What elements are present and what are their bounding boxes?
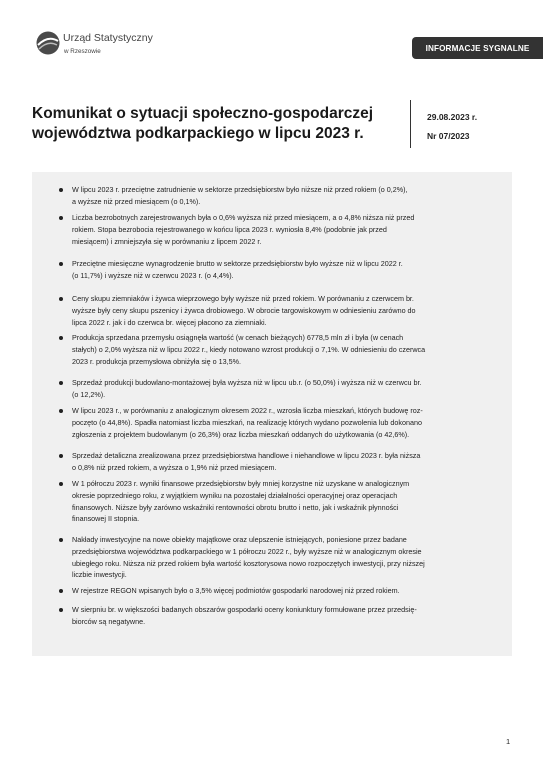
list-item-line: finansowych. Niższe były zarówno wskaźniki rentowności obrotu brutto i netto, jak i wskaźnik płynności [72, 502, 399, 512]
list-item-line: Nakłady inwestycyjne na nowe obiekty majątkowe oraz ulepszenie istniejących, poniesione przez badane [72, 535, 407, 544]
summary-panel [32, 172, 512, 656]
page-title [32, 104, 382, 144]
list-item-text [72, 332, 502, 367]
list-item-line: rokiem. Stopa bezrobocia rejestrowanego w końcu lipca 2023 r. wyniosła 8,4% (podobnie jak przed [72, 224, 387, 234]
list-item-line: przedsiębiorstwa województwa podkarpackiego w 1 półroczu 2022 r., były wyższe niż w analogicznym okresie [72, 546, 422, 556]
list-item-line: W lipcu 2023 r., w porównaniu z analogicznym okresem 2022 r., wzrosła liczba mieszkań, których budowę roz- [72, 406, 423, 415]
bullet-icon [59, 409, 63, 413]
list-item-line: poczęto (o 44,8%). Spadła natomiast liczba mieszkań, na realizację których wydano pozwolenia lub dokonano [72, 417, 422, 427]
title-line: Komunikat o sytuacji społeczno-gospodarczej [32, 105, 374, 122]
list-item-line: biorców są negatywne. [72, 616, 146, 626]
list-item-line: a wyższe niż przed miesiącem (o 0,1%). [72, 196, 201, 206]
list-item-line: Ceny skupu ziemniaków i żywca wieprzowego były wyższe niż przed rokiem. W porównaniu z czerwcem br. [72, 294, 414, 303]
list-item-line: wyższe były ceny skupu pszenicy i żywca drobiowego. W obrocie targowiskowym w odniesieniu zarówno do [72, 305, 416, 315]
bullet-icon [59, 538, 63, 542]
publication-date: 29.08.2023 r. [427, 112, 478, 122]
list-item-line: 2023 r. produkcja przemysłowa obniżyła się o 13,5%. [72, 356, 241, 366]
list-item-line: (o 11,7%) i wyższe niż w czerwcu 2023 r. (o 4,4%). [72, 270, 234, 280]
bullet-icon [59, 454, 63, 458]
logo [36, 31, 196, 63]
bullet-icon [59, 336, 63, 340]
list-item-text [72, 450, 502, 474]
list-item-line: lipca 2022 r. jak i do czerwca br. więcej płacono za ziemniaki. [72, 317, 267, 327]
list-item-text [72, 604, 502, 628]
logo-mark-icon [36, 31, 60, 55]
list-item-line: miesiącem) i zmniejszyła się w porównaniu z lipcem 2022 r. [72, 236, 262, 246]
list-item-line: ubiegłego roku. Niższa niż przed rokiem była wartość kosztorysowa nowo rozpoczętych inwestycji, przy niższej [72, 558, 425, 568]
list-item-text [72, 405, 502, 440]
publication-number: Nr 07/2023 [427, 131, 470, 141]
list-item-line: zgłoszenia z projektem budowlanym (o 26,3%) oraz liczba mieszkań oddanych do użytkowania (o 42,6%). [72, 429, 410, 439]
bullet-icon [59, 381, 63, 385]
list-item-line: W rejestrze REGON wpisanych było o 3,5% więcej podmiotów gospodarki narodowej niż przed rokiem. [72, 586, 400, 595]
list-item-line: W 1 półroczu 2023 r. wyniki finansowe przedsiębiorstw były mniej korzystne niż uzyskane w analogicznym [72, 479, 410, 488]
bullet-icon [59, 482, 63, 486]
list-item-line: liczbie inwestycji. [72, 570, 127, 580]
section-badge: INFORMACJE SYGNALNE [412, 37, 543, 59]
list-item-text [72, 478, 502, 525]
list-item-line: o 0,8% niż przed rokiem, a wyższa o 1,9% niż przed miesiącem. [72, 462, 277, 472]
page-number: 1 [506, 737, 511, 746]
list-item-text [72, 585, 502, 597]
list-item-line: finansowej II stopnia. [72, 514, 140, 524]
bullet-icon [59, 589, 63, 593]
list-item-line: Liczba bezrobotnych zarejestrowanych była o 0,6% wyższa niż przed miesiącem, a o 4,8% niższa niż przed [72, 213, 415, 222]
list-item-line: Produkcja sprzedana przemysłu osiągnęła wartość (w cenach bieżących) 6778,5 mln zł i była (w cenach [72, 333, 404, 342]
bullet-icon [59, 297, 63, 301]
title-line: województwa podkarpackiego w lipcu 2023 r. [32, 125, 364, 142]
list-item-line: Przeciętne miesięczne wynagrodzenie brutto w sektorze przedsiębiorstw było wyższe niż w lipcu 2022 r. [72, 259, 403, 268]
list-item-text [72, 534, 502, 581]
bullet-icon [59, 188, 63, 192]
list-item-text [72, 184, 502, 208]
publication-meta [427, 108, 477, 146]
divider [410, 100, 411, 148]
bullet-icon [59, 216, 63, 220]
list-item-line: (o 12,2%). [72, 389, 106, 399]
list-item-line: okresie poprzedniego roku, z wyjątkiem wyniku na pozostałej działalności operacyjnej oraz operacjach [72, 490, 398, 500]
bullet-icon [59, 608, 63, 612]
list-item-text [72, 293, 502, 328]
list-item-text [72, 212, 502, 247]
list-item-line: W lipcu 2023 r. przeciętne zatrudnienie w sektorze przedsiębiorstw było niższe niż przed rokiem (o 0,2%), [72, 185, 408, 194]
list-item-text [72, 377, 502, 401]
list-item-line: Sprzedaż produkcji budowlano-montażowej była wyższa niż w lipcu ub.r. (o 50,0%) i wyższa niż w czerwcu br. [72, 378, 422, 387]
list-item-line: stałych) o 2,0% wyższa niż w lipcu 2022 r., kiedy notowano wzrost produkcji o 7,1%. W odniesieniu do czerwca [72, 344, 426, 354]
list-item-line: Sprzedaż detaliczna zrealizowana przez przedsiębiorstwa handlowe i niehandlowe w lipcu 2023 r. była niższa [72, 451, 421, 460]
org-name: Urząd Statystyczny [63, 32, 153, 44]
list-item-text [72, 258, 502, 282]
list-item-line: W sierpniu br. w większości badanych obszarów gospodarki oceny koniunktury formułowane przez przedsię- [72, 605, 417, 614]
org-sub: w Rzeszowie [64, 48, 101, 55]
bullet-icon [59, 262, 63, 266]
